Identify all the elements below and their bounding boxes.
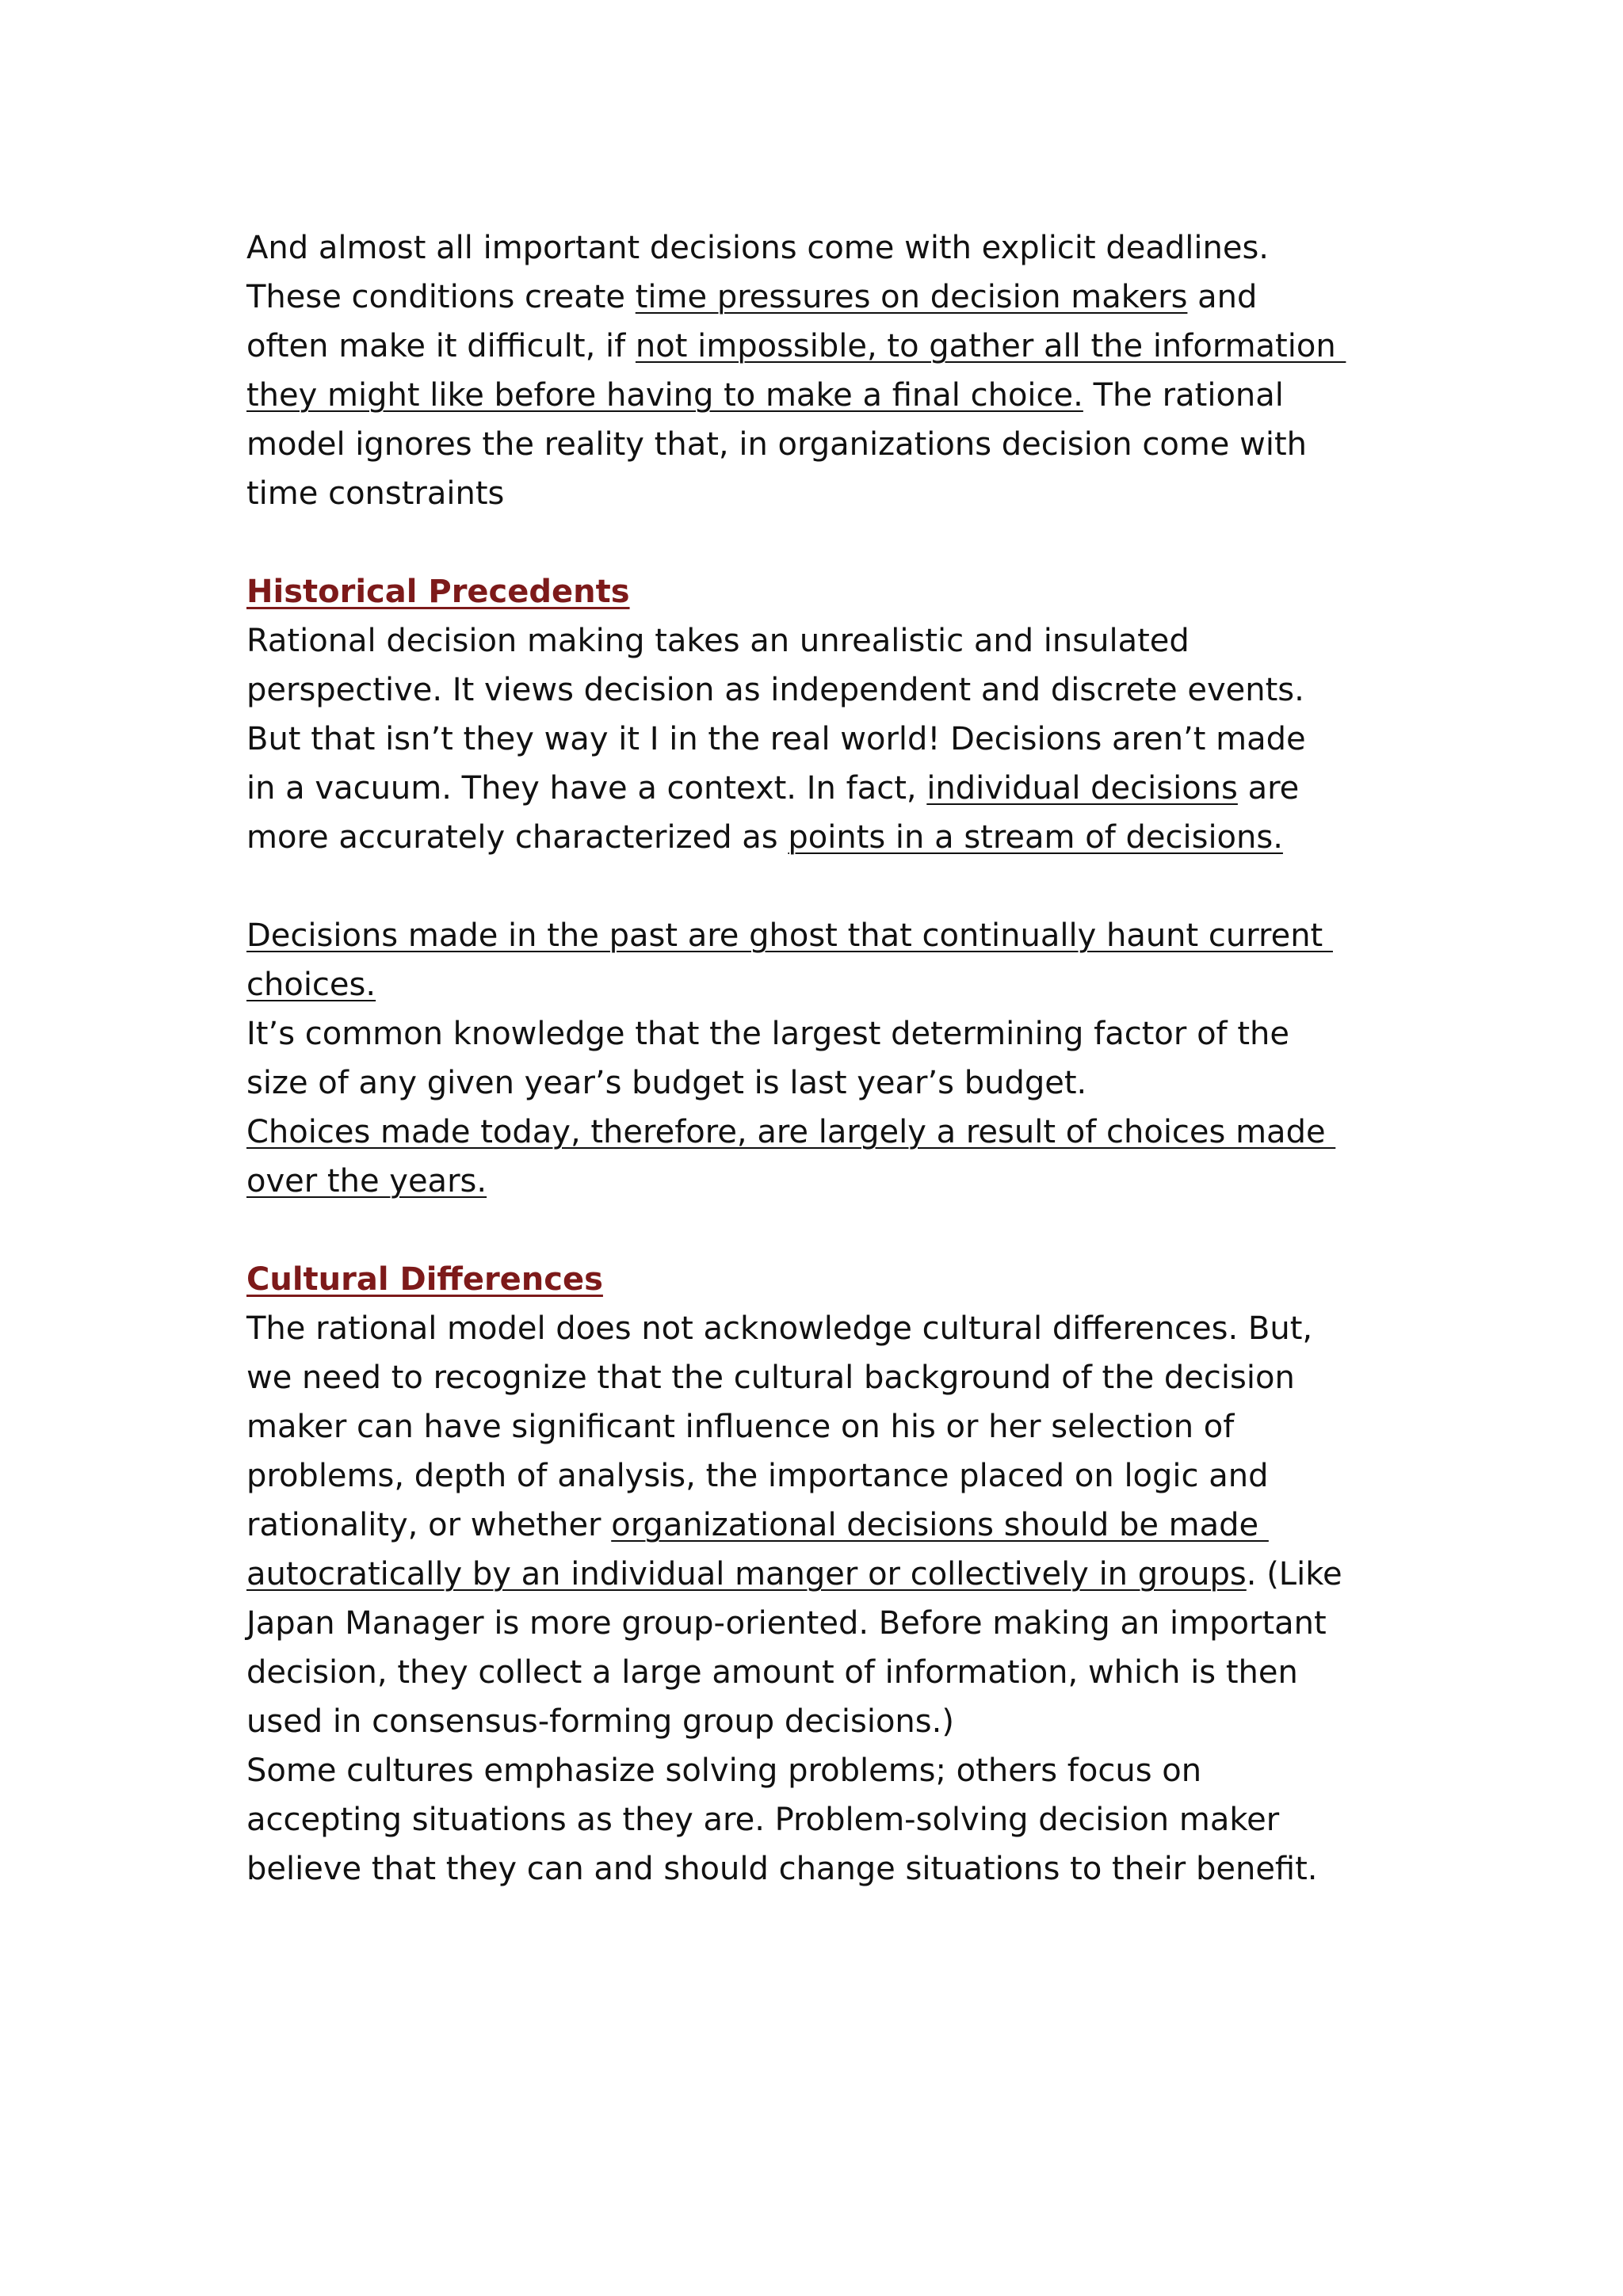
choices-line-1 bbox=[246, 1108, 1403, 1157]
text: and bbox=[1187, 279, 1258, 315]
cultural-line-6 bbox=[246, 1550, 1403, 1599]
text: decision, they collect a large amount of information, which is then bbox=[246, 1654, 1298, 1691]
text: These conditions create bbox=[246, 279, 636, 315]
text: The rational bbox=[1083, 377, 1284, 414]
underlined-text: not impossible, to gather all the information bbox=[635, 328, 1346, 364]
spacer bbox=[246, 518, 1403, 567]
text: problems, depth of analysis, the importance placed on logic and bbox=[246, 1458, 1269, 1494]
text: And almost all important decisions come with explicit deadlines. bbox=[246, 230, 1270, 266]
cultural-line-12 bbox=[246, 1844, 1403, 1894]
text: size of any given year’s budget is last year’s budget. bbox=[246, 1065, 1087, 1101]
choices-line-2 bbox=[246, 1157, 1403, 1206]
ghost-line-1 bbox=[246, 911, 1403, 960]
spacer bbox=[246, 862, 1403, 911]
heading-text: Historical Precedents bbox=[246, 574, 630, 610]
cultural-line-1 bbox=[246, 1304, 1403, 1353]
cultural-line-7 bbox=[246, 1599, 1403, 1648]
text: perspective. It views decision as independent and discrete events. bbox=[246, 672, 1304, 708]
underlined-text: time pressures on decision makers bbox=[635, 279, 1188, 315]
intro-line-5 bbox=[246, 420, 1403, 469]
underlined-text: individual decisions bbox=[926, 770, 1238, 807]
underlined-text: choices. bbox=[246, 967, 376, 1003]
text: . (Like bbox=[1246, 1556, 1342, 1592]
historical-line-4 bbox=[246, 764, 1403, 813]
cultural-line-3 bbox=[246, 1402, 1403, 1451]
text: time constraints bbox=[246, 475, 505, 512]
cultural-line-9 bbox=[246, 1697, 1403, 1746]
cultural-line-4 bbox=[246, 1451, 1403, 1501]
text: accepting situations as they are. Problem-solving decision maker bbox=[246, 1802, 1280, 1838]
intro-line-2 bbox=[246, 273, 1403, 322]
intro-line-1 bbox=[246, 223, 1403, 273]
ghost-line-2 bbox=[246, 960, 1403, 1009]
text: Some cultures emphasize solving problems; others focus on bbox=[246, 1753, 1202, 1789]
text: used in consensus-forming group decisions.) bbox=[246, 1703, 954, 1740]
text: maker can have significant influence on his or her selection of bbox=[246, 1409, 1235, 1445]
text: are bbox=[1237, 770, 1300, 807]
text: more accurately characterized as bbox=[246, 819, 789, 856]
intro-line-6 bbox=[246, 469, 1403, 518]
budget-line-2 bbox=[246, 1058, 1403, 1108]
intro-line-3 bbox=[246, 322, 1403, 371]
text: But that isn’t they way it I in the real world! Decisions aren’t made bbox=[246, 721, 1306, 757]
underlined-text: autocratically by an individual manger or collectively in groups bbox=[246, 1556, 1247, 1592]
underlined-text: over the years. bbox=[246, 1163, 487, 1199]
underlined-text: Choices made today, therefore, are largely a result of choices made bbox=[246, 1114, 1336, 1150]
historical-line-5 bbox=[246, 813, 1403, 862]
text: often make it difficult, if bbox=[246, 328, 636, 364]
text: in a vacuum. They have a context. In fact, bbox=[246, 770, 927, 807]
text: believe that they can and should change situations to their benefit. bbox=[246, 1851, 1318, 1887]
text: model ignores the reality that, in organizations decision come with bbox=[246, 426, 1307, 463]
text: we need to recognize that the cultural background of the decision bbox=[246, 1360, 1295, 1396]
section-heading-historical bbox=[246, 567, 1403, 616]
cultural-line-11 bbox=[246, 1795, 1403, 1844]
text: Rational decision making takes an unrealistic and insulated bbox=[246, 623, 1190, 659]
text: Japan Manager is more group-oriented. Before making an important bbox=[246, 1605, 1327, 1642]
cultural-line-5 bbox=[246, 1501, 1403, 1550]
historical-line-2 bbox=[246, 666, 1403, 715]
text: It’s common knowledge that the largest determining factor of the bbox=[246, 1016, 1289, 1052]
cultural-line-2 bbox=[246, 1353, 1403, 1402]
section-heading-cultural bbox=[246, 1255, 1403, 1304]
heading-text: Cultural Differences bbox=[246, 1261, 603, 1298]
intro-line-4 bbox=[246, 371, 1403, 420]
historical-line-3 bbox=[246, 715, 1403, 764]
historical-line-1 bbox=[246, 616, 1403, 666]
cultural-line-10 bbox=[246, 1746, 1403, 1795]
text: rationality, or whether bbox=[246, 1507, 612, 1543]
text: The rational model does not acknowledge cultural differences. But, bbox=[246, 1310, 1313, 1347]
cultural-line-8 bbox=[246, 1648, 1403, 1697]
spacer bbox=[246, 1206, 1403, 1255]
underlined-text: points in a stream of decisions. bbox=[788, 819, 1283, 856]
underlined-text: they might like before having to make a final choice. bbox=[246, 377, 1083, 414]
underlined-text: organizational decisions should be made bbox=[611, 1507, 1269, 1543]
budget-line-1 bbox=[246, 1009, 1403, 1058]
document-body bbox=[246, 223, 1403, 1894]
underlined-text: Decisions made in the past are ghost that continually haunt current bbox=[246, 917, 1333, 954]
